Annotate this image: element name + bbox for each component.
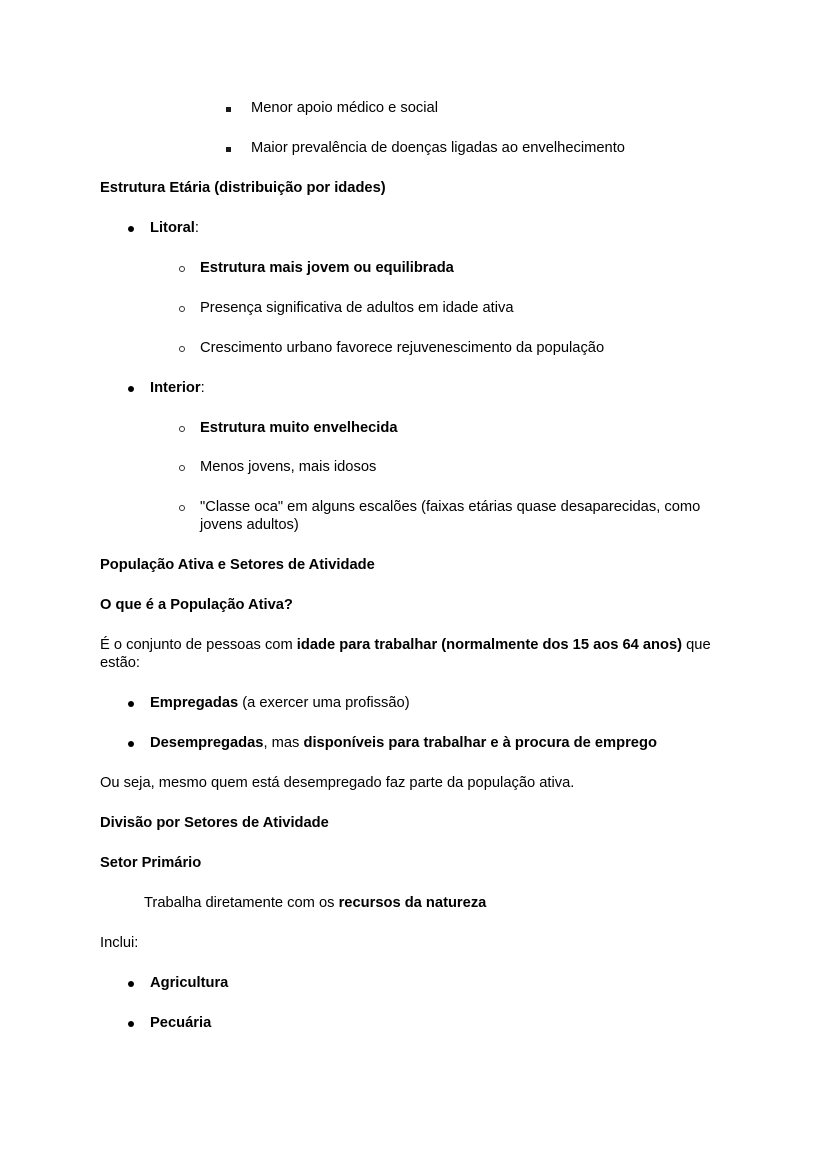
text-segment: :	[200, 379, 205, 396]
list-item	[100, 300, 730, 318]
heading	[100, 855, 730, 873]
disc-bullet-icon	[128, 701, 134, 707]
paragraph	[100, 775, 730, 793]
list-item	[100, 140, 730, 158]
text-segment: Estrutura Etária (distribuição por idades)	[100, 179, 386, 196]
disc-bullet-icon	[128, 741, 134, 747]
text-segment: idade para trabalhar (normalmente dos 15 aos 64 anos)	[296, 637, 683, 654]
list-item	[100, 735, 730, 753]
text-segment: (a exercer uma profissão)	[238, 695, 410, 711]
text-segment: Menor apoio médico e social	[251, 100, 438, 116]
circle-bullet-icon	[179, 266, 185, 272]
circle-bullet-icon	[179, 505, 185, 511]
text-segment: Inclui:	[100, 934, 139, 951]
paragraph	[100, 637, 730, 673]
text-segment: Litoral	[150, 219, 195, 236]
list-item	[100, 975, 730, 993]
circle-bullet-icon	[179, 426, 185, 432]
list-item	[100, 459, 730, 477]
list-item	[100, 499, 730, 535]
text-segment: Menos jovens, mais idosos	[200, 459, 377, 476]
text-segment: recursos da natureza	[338, 894, 487, 911]
list-item	[100, 340, 730, 358]
text-segment: Divisão por Setores de Atividade	[100, 814, 329, 831]
text-segment: disponíveis para trabalhar e à procura de emprego	[303, 734, 657, 751]
heading	[100, 815, 730, 833]
list-item	[100, 220, 730, 238]
square-bullet-icon	[226, 107, 231, 112]
disc-bullet-icon	[128, 386, 134, 392]
list-item	[100, 1015, 730, 1033]
circle-bullet-icon	[179, 306, 185, 312]
disc-bullet-icon	[128, 226, 134, 232]
paragraph	[100, 895, 730, 913]
text-segment: Empregadas	[150, 695, 239, 711]
text-segment: Interior	[150, 379, 201, 396]
circle-bullet-icon	[179, 346, 185, 352]
disc-bullet-icon	[128, 1021, 134, 1027]
text-segment: Desempregadas	[150, 734, 264, 751]
list-item	[100, 260, 730, 278]
disc-bullet-icon	[128, 981, 134, 987]
list-item	[100, 100, 730, 118]
text-segment: Estrutura mais jovem ou equilibrada	[200, 259, 454, 276]
list-item	[100, 380, 730, 398]
heading	[100, 597, 730, 615]
text-segment: População Ativa e Setores de Atividade	[100, 557, 375, 574]
text-segment: "Classe oca" em alguns escalões (faixas etárias quase desaparecidas, como jovens adultos)	[200, 499, 701, 534]
heading	[100, 180, 730, 198]
text-segment: O que é a População Ativa?	[100, 597, 293, 614]
heading	[100, 557, 730, 575]
text-segment: , mas	[263, 734, 304, 751]
text-segment: Crescimento urbano favorece rejuvenescimento da população	[200, 339, 605, 356]
text-segment: Maior prevalência de doenças ligadas ao envelhecimento	[251, 139, 625, 156]
text-segment: :	[194, 219, 199, 236]
text-segment: Trabalha diretamente com os	[144, 894, 339, 911]
text-segment: É o conjunto de pessoas com	[100, 637, 297, 654]
text-segment: Ou seja, mesmo quem está desempregado faz parte da população ativa.	[100, 774, 575, 791]
list-item	[100, 420, 730, 438]
list-item	[100, 695, 730, 713]
text-segment: Estrutura muito envelhecida	[200, 419, 398, 436]
text-segment: Presença significativa de adultos em idade ativa	[200, 299, 514, 316]
paragraph	[100, 935, 730, 953]
text-segment: Setor Primário	[100, 854, 202, 871]
square-bullet-icon	[226, 147, 231, 152]
text-segment: que estão:	[100, 637, 711, 672]
text-segment: Pecuária	[150, 1014, 212, 1031]
circle-bullet-icon	[179, 465, 185, 471]
text-segment: Agricultura	[150, 974, 229, 991]
